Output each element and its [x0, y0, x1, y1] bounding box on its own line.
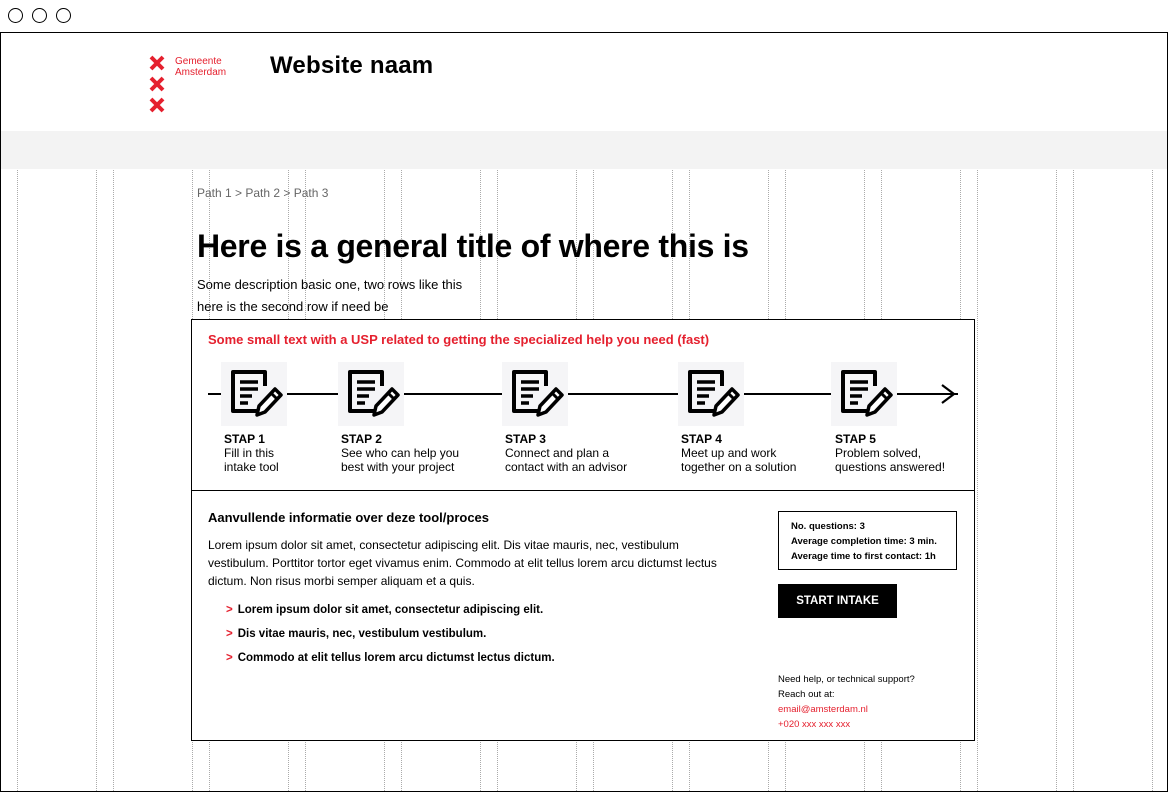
step-text-line-1: Connect and plan a: [505, 446, 610, 460]
chevron-right-icon: >: [226, 628, 233, 640]
grid-column-line: [1073, 170, 1074, 791]
card-divider: [192, 490, 974, 491]
breadcrumb[interactable]: Path 1 > Path 2 > Path 3: [197, 186, 329, 200]
info-text: Lorem ipsum dolor sit amet, consectetur adipiscing elit. Dis vitae mauris, nec, vestibulum vestibulum. Porttitor tortor eget vivamus enim. Commodo at elit tellus lorem arcu dictumst lectus dictum. Non risus morbi semper aliquam et a quis.: [208, 538, 717, 588]
info-title: Aanvullende informatie over deze tool/proces: [208, 510, 490, 525]
window-close-dot[interactable]: [8, 8, 23, 23]
list-item: [226, 628, 555, 652]
logo-line-1: Gemeente: [175, 56, 222, 67]
stat-questions: No. questions: 3: [791, 521, 865, 532]
list-item-text: Dis vitae mauris, nec, vestibulum vestibulum.: [237, 628, 487, 640]
help-section: [778, 672, 915, 732]
chevron-right-icon: >: [226, 652, 233, 664]
list-item-text: Commodo at elit tellus lorem arcu dictumst lectus dictum.: [237, 652, 555, 664]
site-header: [1, 33, 1167, 131]
step-label: STAP 2: [341, 432, 382, 446]
info-bullet-list: [226, 604, 555, 676]
step-1: [224, 432, 279, 474]
site-title[interactable]: Website naam: [270, 52, 434, 79]
step-text-line-2: contact with an advisor: [505, 460, 628, 474]
stat-completion-time: Average completion time: 3 min.: [791, 536, 937, 547]
step-2: [341, 432, 459, 474]
form-edit-icon: [338, 362, 404, 426]
step-text-line-2: intake tool: [224, 460, 279, 474]
step-text-line-2: together on a solution: [681, 460, 797, 474]
step-label: STAP 1: [224, 432, 265, 446]
page-description-line-2: here is the second row if need be: [197, 299, 389, 314]
intake-card: [191, 319, 975, 741]
grid-column-line: [1152, 170, 1153, 791]
stats-box: [778, 511, 957, 570]
help-line-2: Reach out at:: [778, 689, 835, 700]
step-3: [505, 432, 627, 474]
window-minimize-dot[interactable]: [32, 8, 47, 23]
page-description-line-1: Some description basic one, two rows like this: [197, 277, 463, 292]
grid-column-line: [113, 170, 114, 791]
step-text-line-2: best with your project: [341, 460, 455, 474]
window-maximize-dot[interactable]: [56, 8, 71, 23]
list-item: [226, 652, 555, 676]
logo-x-icon: [149, 55, 165, 71]
navigation-bar: [1, 131, 1167, 169]
step-text-line-2: questions answered!: [835, 460, 946, 474]
grid-column-line: [1056, 170, 1057, 791]
logo-text: [175, 56, 226, 78]
step-label: STAP 4: [681, 432, 722, 446]
step-text-line-1: Fill in this: [224, 446, 275, 460]
start-intake-button[interactable]: START INTAKE: [778, 584, 897, 618]
chevron-right-icon: >: [226, 604, 233, 616]
logo-x-icon: [149, 97, 165, 113]
help-phone-link[interactable]: +020 xxx xxx xxx: [778, 719, 851, 730]
list-item-text: Lorem ipsum dolor sit amet, consectetur adipiscing elit.: [237, 604, 544, 616]
step-5: [835, 432, 945, 474]
step-text-line-1: See who can help you: [341, 446, 460, 460]
help-line-1: Need help, or technical support?: [778, 674, 915, 685]
form-edit-icon: [221, 362, 287, 426]
form-edit-icon: [502, 362, 568, 426]
usp-text: Some small text with a USP related to getting the specialized help you need (fast): [208, 332, 710, 347]
step-text-line-1: Meet up and work: [681, 446, 777, 460]
step-label: STAP 3: [505, 432, 546, 446]
logo-x-icon: [149, 76, 165, 92]
help-email-link[interactable]: email@amsterdam.nl: [778, 704, 868, 715]
stat-first-contact: Average time to first contact: 1h: [791, 551, 936, 562]
step-text-line-1: Problem solved,: [835, 446, 922, 460]
step-label: STAP 5: [835, 432, 876, 446]
grid-column-line: [96, 170, 97, 791]
list-item: [226, 604, 555, 628]
form-edit-icon: [678, 362, 744, 426]
step-4: [681, 432, 796, 474]
grid-column-line: [977, 170, 978, 791]
window-titlebar: [0, 0, 1168, 33]
form-edit-icon: [831, 362, 897, 426]
logo-line-2: Amsterdam: [175, 67, 227, 78]
page-title: Here is a general title of where this is: [197, 228, 749, 264]
grid-column-line: [17, 170, 18, 791]
steps-timeline: [192, 320, 974, 430]
